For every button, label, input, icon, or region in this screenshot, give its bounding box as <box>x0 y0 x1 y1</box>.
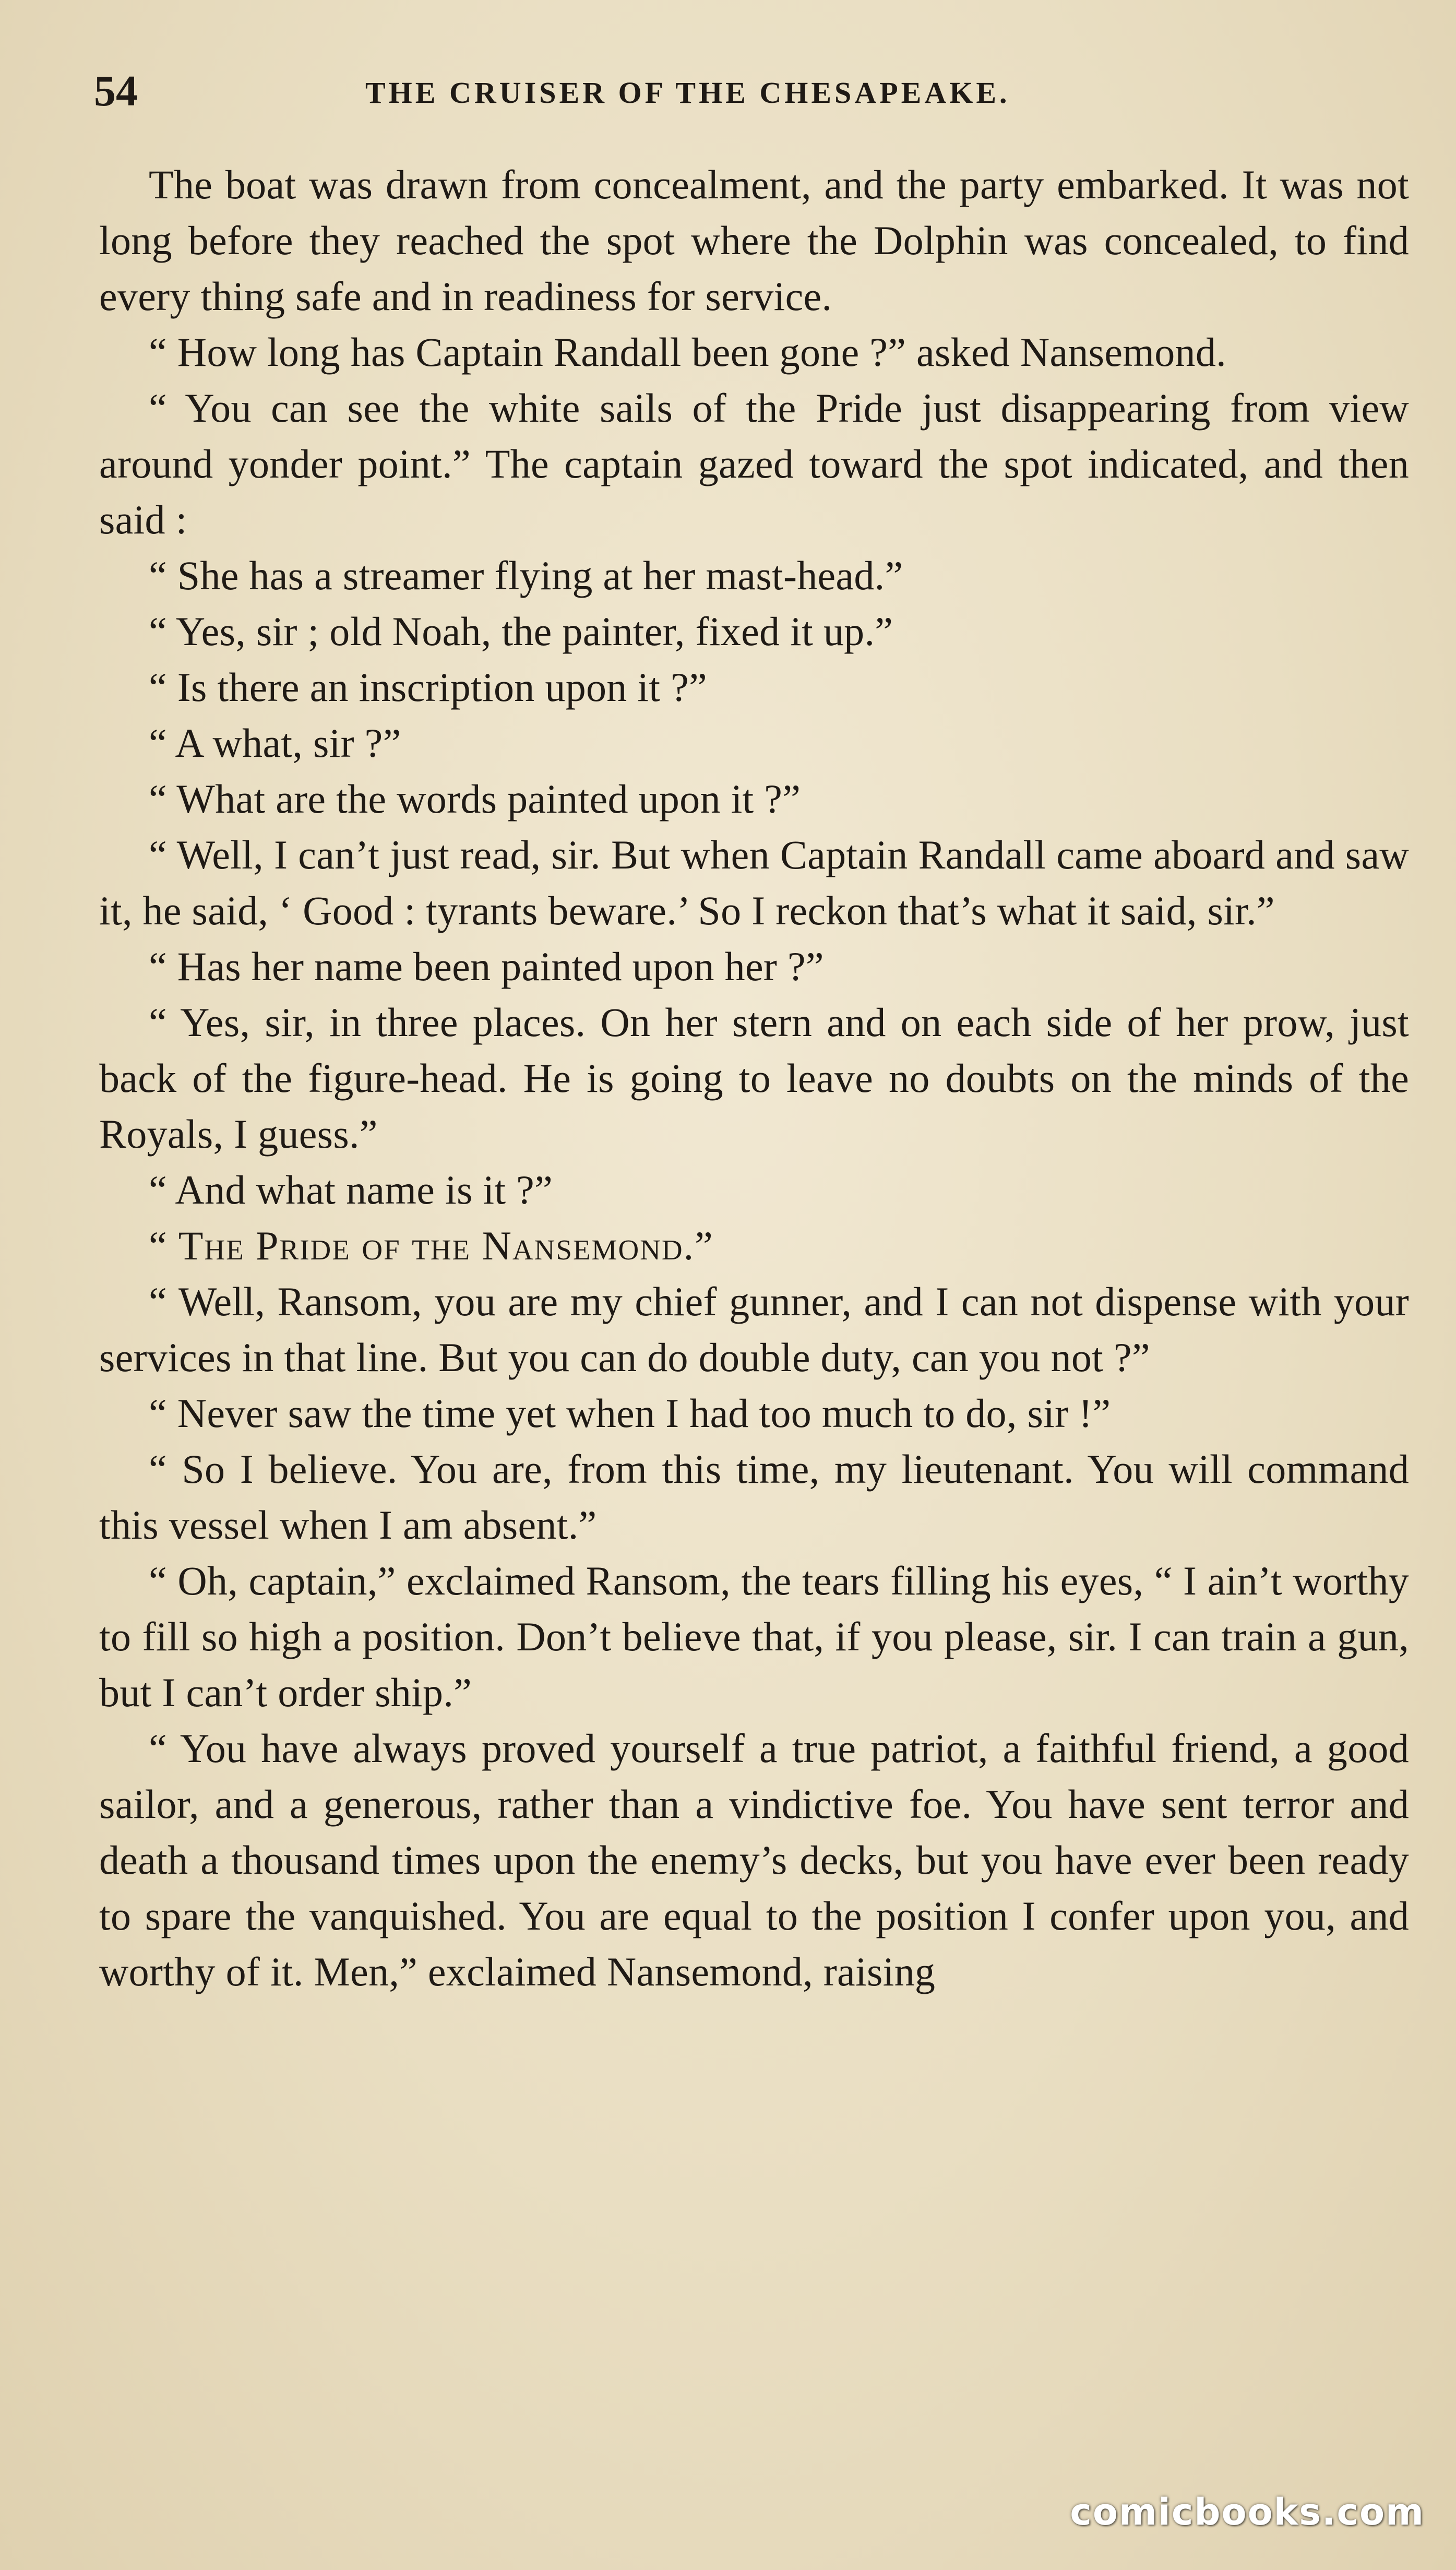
paragraph: “ So I believe. You are, from this time, my lieutenant. You will command this vessel when I am absent.” <box>99 1446 1409 1548</box>
paragraph: “ Never saw the time yet when I had too much to do, sir !” <box>149 1390 1111 1436</box>
paragraph: “ Well, Ransom, you are my chief gunner, and I can not dispense with your services in that line. But you can do double duty, can you not ?” <box>99 1279 1409 1380</box>
paragraph: “ Is there an inscription upon it ?” <box>149 664 707 710</box>
paragraph: “ How long has Captain Randall been gone ?” asked Nansemond. <box>149 329 1226 375</box>
paragraph: “ And what name is it ?” <box>149 1167 553 1212</box>
paragraph: The boat was drawn from concealment, and the party embarked. It was not long before they reached the spot where the Dolphin was concealed, to find every thing safe and in readiness for service. <box>99 162 1409 319</box>
running-head: THE CRUISER OF THE CHESAPEAKE. <box>365 76 1010 110</box>
page-header <box>94 63 1414 120</box>
paragraph: “ What are the words painted upon it ?” <box>149 776 801 822</box>
page-number: 54 <box>94 67 138 115</box>
paragraph: “ You have always proved yourself a true patriot, a faithful friend, a good sailor, and a generous, rather than a vindictive foe. You have sent terror and death a thousand times upon the enemy’s decks, but you have ever been ready to spare the vanquished. You are equal to the position I confer upon you, and worthy of it. Men,” exclaimed Nansemond, raising <box>99 1726 1409 1994</box>
body-text <box>99 157 1409 2000</box>
paragraph: “ She has a streamer flying at her mast-head.” <box>149 553 903 598</box>
paragraph: “ Yes, sir ; old Noah, the painter, fixed it up.” <box>149 609 893 654</box>
paragraph: “ Has her name been painted upon her ?” <box>149 944 824 989</box>
watermark: comicbooks.com <box>1070 2491 1425 2533</box>
paragraph: “ You can see the white sails of the Pride just disappearing from view around yonder point.” The captain gazed toward the spot indicated, and then said : <box>99 385 1409 542</box>
paragraph: “ Well, I can’t just read, sir. But when Captain Randall came aboard and saw it, he said, ‘ Good : tyrants beware.’ So I reckon that’s what it said, sir.” <box>99 832 1409 933</box>
paragraph: “ Yes, sir, in three places. On her stern and on each side of her prow, just back of the figure-head. He is going to leave no doubts on the minds of the Royals, I guess.” <box>99 1000 1409 1157</box>
paragraph: “ A what, sir ?” <box>149 720 401 766</box>
paragraph-ship-name: “ The Pride of the Nansemond.” <box>149 1223 714 1268</box>
paragraph: “ Oh, captain,” exclaimed Ransom, the tears filling his eyes, “ I ain’t worthy to fill so high a position. Don’t believe that, if you please, sir. I can train a gun, but I can’t order ship.” <box>99 1558 1409 1715</box>
